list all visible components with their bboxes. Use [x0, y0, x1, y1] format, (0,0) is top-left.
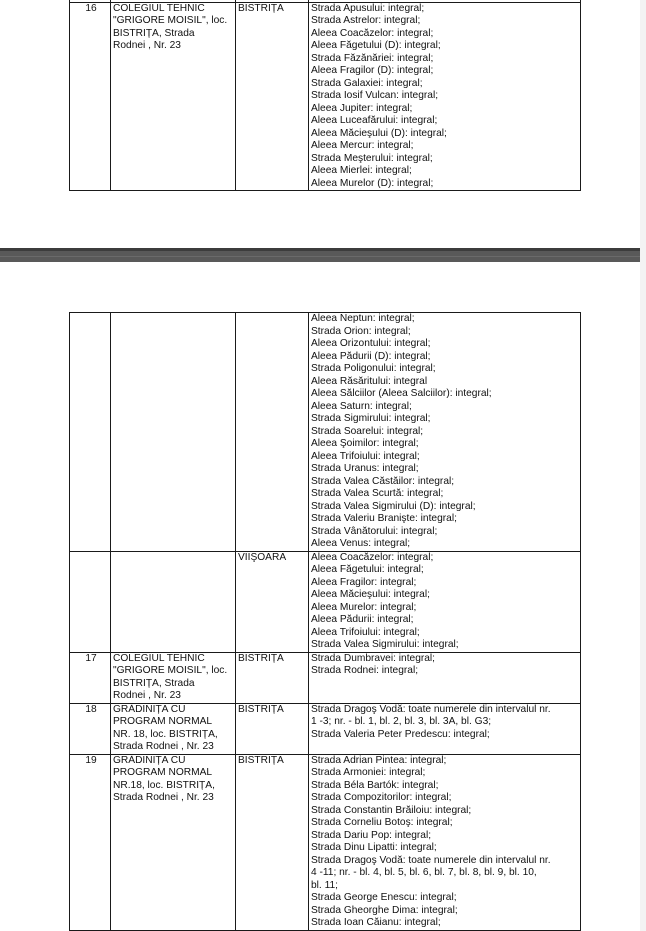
school-unit-line: "GRIGORE MOISIL", loc. — [113, 665, 228, 676]
street-entry: Strada Dragoş Vodă: toate numerele din intervalul nr. — [311, 854, 551, 866]
streets-cell — [309, 313, 581, 552]
street-entry: Aleea Venus: integral; — [311, 538, 411, 549]
page-separator — [0, 248, 646, 262]
street-entry: Strada Galaxiei: integral; — [311, 77, 423, 89]
street-entry: Aleea Fragilor: integral; — [311, 576, 417, 588]
street-entry: Aleea Orizontului: integral; — [311, 338, 431, 349]
street-entry: Strada George Enescu: integral; — [311, 892, 457, 903]
streets-cell — [309, 652, 581, 703]
table-body — [70, 313, 581, 931]
streets-cell — [309, 754, 581, 930]
street-entry: Strada Adrian Pintea: integral; — [311, 754, 447, 766]
street-entry: Aleea Făgetului: integral; — [311, 564, 424, 575]
street-entry: Aleea Coacăzelor: integral; — [311, 27, 434, 39]
street-entry: Aleea Făgetului (D): integral; — [311, 40, 441, 51]
row-number — [70, 313, 111, 552]
street-entry: Aleea Coacăzelor: integral; — [311, 551, 434, 563]
street-entry: Aleea Jupiter: integral; — [311, 102, 413, 114]
street-entry: Strada Dariu Pop: integral; — [311, 829, 432, 841]
locality-cell — [236, 313, 309, 552]
school-unit-cell — [111, 2, 236, 191]
street-entry: 4 -11; nr. - bl. 4, bl. 5, bl. 6, bl. 7, bl. 8, bl. 9, bl. 10, — [311, 867, 537, 878]
street-entry: Aleea Saturn: integral; — [311, 400, 412, 412]
street-entry: Strada Sigmirului: integral; — [311, 413, 431, 424]
street-entry: Strada Dinu Lipatti: integral; — [311, 842, 437, 853]
street-entry: Aleea Luceafărului: integral; — [311, 115, 438, 126]
street-entry: Aleea Mercur: integral; — [311, 140, 414, 151]
document-page-top — [0, 0, 641, 248]
school-unit-line: GRĂDINIȚA CU — [113, 703, 186, 715]
table-row — [70, 551, 581, 652]
school-unit-line: GRĂDINIȚA CU — [113, 754, 186, 766]
school-unit-line: COLEGIUL TEHNIC — [113, 2, 205, 14]
street-entry: Strada Gheorghe Dima: integral; — [311, 904, 458, 916]
school-unit-line: NR. 18, loc. BISTRIȚA, — [113, 728, 218, 740]
street-entry: Strada Rodnei: integral; — [311, 665, 419, 676]
street-entry: Aleea Sălciilor (Aleea Salciilor): integral; — [311, 388, 492, 399]
street-entry: Strada Dragoş Vodă: toate numerele din intervalul nr. — [311, 703, 551, 715]
school-district-table — [69, 0, 581, 191]
school-unit-line: Strada Rodnei , Nr. 23 — [113, 741, 214, 752]
table-row — [70, 652, 581, 703]
school-unit-cell — [111, 313, 236, 552]
street-entry: Aleea Fragilor (D): integral; — [311, 65, 434, 76]
school-unit-line: Rodnei , Nr. 23 — [113, 40, 181, 51]
row-number: 19 — [70, 754, 111, 930]
street-entry: bl. 11; — [311, 879, 338, 891]
locality-cell: BISTRIȚA — [236, 754, 309, 930]
street-entry: Strada Orion: integral; — [311, 325, 411, 337]
table-row — [70, 754, 581, 930]
street-entry: Strada Apusului: integral; — [311, 2, 425, 14]
street-entry: Strada Făzănăriei: integral; — [311, 52, 434, 64]
table-row — [70, 703, 581, 754]
table-row — [70, 2, 581, 191]
street-entry: Strada Dumbravei: integral; — [311, 652, 436, 664]
locality-cell: BISTRIȚA — [236, 652, 309, 703]
street-entry: Strada Uranus: integral; — [311, 463, 419, 474]
row-number — [70, 551, 111, 652]
street-entry: Strada Meşterului: integral; — [311, 152, 433, 164]
school-unit-line: NR.18, loc. BISTRIȚA, — [113, 779, 215, 791]
street-entry: Strada Valea Sigmirului (D): integral; — [311, 500, 476, 512]
school-district-table — [69, 312, 581, 931]
street-entry: Strada Armoniei: integral; — [311, 767, 426, 778]
street-entry: Strada Vânătorului: integral; — [311, 525, 438, 537]
street-entry: Strada Compozitorilor: integral; — [311, 792, 452, 803]
streets-cell — [309, 703, 581, 754]
school-unit-cell — [111, 551, 236, 652]
streets-cell — [309, 2, 581, 191]
school-unit-line: BISTRIȚA, Strada — [113, 27, 195, 39]
school-unit-line: "GRIGORE MOISIL", loc. — [113, 15, 228, 26]
locality-cell: VIIŞOARA — [236, 551, 309, 652]
school-unit-line: BISTRIȚA, Strada — [113, 677, 195, 689]
street-entry: Strada Ioan Căianu: integral; — [311, 917, 441, 928]
street-entry: Aleea Măcieşului: integral; — [311, 589, 430, 600]
row-number: 16 — [70, 2, 111, 191]
school-unit-line: PROGRAM NORMAL — [113, 716, 213, 727]
street-entry: Strada Valeria Peter Predescu: integral; — [311, 728, 490, 740]
street-entry: Aleea Măcieşului (D): integral; — [311, 127, 447, 139]
locality-cell: BISTRIȚA — [236, 703, 309, 754]
street-entry: Strada Valea Scurtă: integral; — [311, 488, 444, 499]
locality-cell: BISTRIȚA — [236, 2, 309, 191]
street-entry: Strada Béla Bartók: integral; — [311, 779, 439, 791]
row-number: 17 — [70, 652, 111, 703]
school-unit-cell — [111, 754, 236, 930]
street-entry: Strada Astrelor: integral; — [311, 15, 421, 26]
scroll-edge — [640, 0, 646, 931]
street-entry: Aleea Trifoiului: integral; — [311, 450, 420, 462]
document-page-bottom — [0, 262, 641, 931]
street-entry: Aleea Murelor (D): integral; — [311, 177, 434, 189]
school-unit-line: Rodnei , Nr. 23 — [113, 690, 181, 701]
table-body — [70, 0, 581, 191]
street-entry: Aleea Neptun: integral; — [311, 313, 415, 324]
table-row — [70, 313, 581, 552]
row-number: 18 — [70, 703, 111, 754]
street-entry: Aleea Mierlei: integral; — [311, 165, 412, 176]
street-entry: Strada Soarelui: integral; — [311, 425, 424, 437]
street-entry: Aleea Şoimilor: integral; — [311, 438, 419, 449]
school-unit-line: COLEGIUL TEHNIC — [113, 652, 205, 664]
street-entry: Strada Constantin Brăiloiu: integral; — [311, 804, 472, 816]
street-entry: Aleea Pădurii (D): integral; — [311, 350, 431, 362]
streets-cell — [309, 551, 581, 652]
street-entry: Strada Corneliu Botoş: integral; — [311, 817, 453, 828]
street-entry: Strada Valea Căstăilor: integral; — [311, 475, 455, 487]
street-entry: Aleea Murelor: integral; — [311, 601, 417, 613]
street-entry: Aleea Trifoiului: integral; — [311, 626, 420, 638]
separator-shadow — [0, 248, 646, 251]
school-unit-line: Strada Rodnei , Nr. 23 — [113, 792, 214, 803]
separator-line — [0, 256, 646, 257]
school-unit-cell — [111, 703, 236, 754]
school-unit-cell — [111, 652, 236, 703]
street-entry: Aleea Pădurii: integral; — [311, 614, 414, 625]
street-entry: Strada Valea Sigmirului: integral; — [311, 639, 459, 650]
street-entry: Strada Valeriu Branişte: integral; — [311, 513, 457, 524]
street-entry: Strada Poligonului: integral; — [311, 363, 436, 374]
street-entry: 1 -3; nr. - bl. 1, bl. 2, bl. 3, bl. 3A, bl. G3; — [311, 716, 492, 727]
street-entry: Strada Iosif Vulcan: integral; — [311, 90, 439, 101]
school-unit-line: PROGRAM NORMAL — [113, 767, 213, 778]
street-entry: Aleea Răsăritului: integral — [311, 375, 428, 387]
